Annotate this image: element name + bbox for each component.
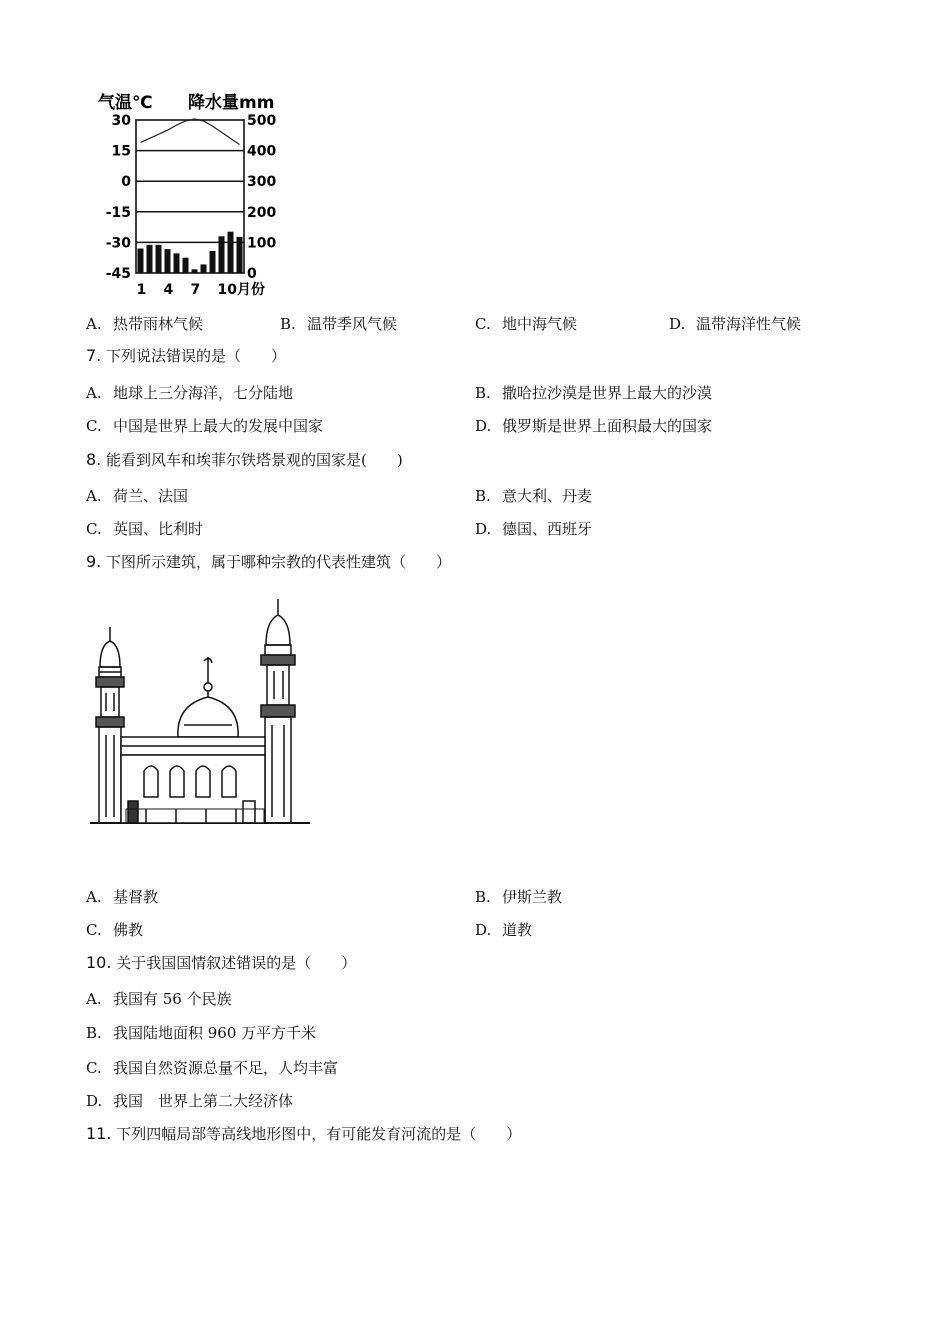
q6-option-c[interactable] <box>475 313 577 334</box>
option-letter: A. <box>86 384 102 402</box>
option-text: 意大利、丹麦 <box>502 487 593 505</box>
precip-bar <box>165 249 171 273</box>
month-axis <box>137 281 265 298</box>
option-letter: B. <box>475 487 491 505</box>
precip-tick-label: 100 <box>247 235 277 252</box>
option-text: 伊斯兰教 <box>502 888 563 906</box>
question-text: 能看到风车和埃菲尔铁塔景观的国家是( ) <box>106 451 403 469</box>
option-text: 温带海洋性气候 <box>696 315 802 333</box>
option-text: 我国有 56 个民族 <box>113 990 232 1008</box>
option-text: 基督教 <box>113 888 159 906</box>
q7-option-a[interactable] <box>86 382 293 403</box>
temp-tick-label: -15 <box>105 204 131 221</box>
temp-tick-label: -30 <box>105 235 131 252</box>
month-tick-label: 1 <box>136 282 147 298</box>
option-letter: B. <box>280 315 296 333</box>
temp-tick-label: 30 <box>111 113 131 129</box>
q7-stem <box>86 345 286 366</box>
q10-option-d[interactable] <box>86 1090 293 1111</box>
mosque-illustration <box>86 597 316 829</box>
q9-option-b[interactable] <box>475 886 562 907</box>
precip-bar <box>237 237 243 273</box>
option-letter: D. <box>475 921 492 939</box>
option-letter: C. <box>86 520 102 538</box>
option-text: 我国自然资源总量不足，人均丰富 <box>113 1059 339 1077</box>
option-letter: D. <box>475 520 492 538</box>
q8-option-a[interactable] <box>86 485 188 506</box>
option-text: 中国是世界上最大的发展中国家 <box>113 417 324 435</box>
question-number: 11. <box>86 1124 112 1143</box>
q10-option-c[interactable] <box>86 1057 338 1078</box>
q8-stem <box>86 449 403 470</box>
option-text: 佛教 <box>113 921 144 939</box>
option-text: 撒哈拉沙漠是世界上最大的沙漠 <box>502 384 713 402</box>
precip-bar <box>228 232 234 273</box>
option-letter: C. <box>86 921 102 939</box>
temperature-line <box>141 119 240 145</box>
month-tick-label: 7 <box>190 282 201 298</box>
question-text: 下列四幅局部等高线地形图中，有可能发育河流的是（ ） <box>116 1125 522 1143</box>
temp-tick-label: -45 <box>105 266 131 282</box>
question-number: 9. <box>86 552 102 571</box>
precip-tick-label: 400 <box>247 143 277 160</box>
option-letter: B. <box>86 1024 102 1042</box>
option-letter: B. <box>475 888 491 906</box>
temperature-axis <box>106 113 132 282</box>
option-letter: A. <box>86 487 102 505</box>
option-letter: B. <box>475 384 491 402</box>
option-text: 德国、西班牙 <box>502 520 593 538</box>
option-text: 道教 <box>502 921 533 939</box>
q7-option-c[interactable] <box>86 415 323 436</box>
question-text: 下列说法错误的是（ ） <box>106 347 287 365</box>
question-text: 下图所示建筑，属于哪种宗教的代表性建筑（ ） <box>106 553 452 571</box>
precip-tick-label: 0 <box>247 266 257 282</box>
q6-option-b[interactable] <box>280 313 397 334</box>
q9-option-c[interactable] <box>86 919 143 940</box>
temp-tick-label: 0 <box>121 174 131 191</box>
question-number: 7. <box>86 346 102 365</box>
question-number: 10. <box>86 953 112 972</box>
precipitation-axis <box>247 113 276 282</box>
option-text: 俄罗斯是世界上面积最大的国家 <box>502 417 713 435</box>
precip-bar <box>147 245 153 273</box>
q11-stem <box>86 1123 521 1144</box>
option-letter: D. <box>475 417 492 435</box>
temp-tick-label: 15 <box>111 143 131 160</box>
precip-bar <box>201 264 207 273</box>
precip-bar <box>138 249 144 273</box>
climate-chart <box>92 86 292 301</box>
precip-bar <box>174 253 180 273</box>
q9-option-d[interactable] <box>475 919 532 940</box>
option-text: 地球上三分海洋，七分陆地 <box>113 384 294 402</box>
q9-option-a[interactable] <box>86 886 158 907</box>
question-number: 8. <box>86 450 102 469</box>
option-letter: C. <box>86 1059 102 1077</box>
precip-tick-label: 200 <box>247 204 277 221</box>
q10-option-a[interactable] <box>86 988 232 1009</box>
chart-title-precip: 降水量mm <box>188 93 275 113</box>
precip-bar <box>183 258 189 273</box>
q10-stem <box>86 952 356 973</box>
question-text: 关于我国国情叙述错误的是（ ） <box>116 954 357 972</box>
q7-option-d[interactable] <box>475 415 712 436</box>
month-tick-label: 4 <box>163 282 174 298</box>
option-text: 地中海气候 <box>502 315 578 333</box>
precip-bar <box>192 269 198 273</box>
q6-option-d[interactable] <box>669 313 801 334</box>
option-letter: A. <box>86 990 102 1008</box>
option-text: 荷兰、法国 <box>113 487 189 505</box>
q6-option-a[interactable] <box>86 313 203 334</box>
option-letter: D. <box>86 1092 103 1110</box>
precip-bar <box>210 251 216 273</box>
option-letter: C. <box>86 417 102 435</box>
q8-option-c[interactable] <box>86 518 203 539</box>
option-text: 温带季风气候 <box>307 315 398 333</box>
precip-tick-label: 500 <box>247 113 277 129</box>
chart-title-temp: 气温℃ <box>98 93 153 113</box>
chart-grid <box>136 151 244 243</box>
q9-stem <box>86 551 451 572</box>
precip-tick-label: 300 <box>247 174 277 191</box>
q7-option-b[interactable] <box>475 382 712 403</box>
option-text: 热带雨林气候 <box>113 315 204 333</box>
q8-option-b[interactable] <box>475 485 592 506</box>
precip-bar <box>156 245 162 273</box>
option-text: 我国陆地面积 960 万平方千米 <box>113 1024 317 1042</box>
q10-option-b[interactable] <box>86 1022 316 1043</box>
option-letter: D. <box>669 315 686 333</box>
option-text: 英国、比利时 <box>113 520 204 538</box>
option-letter: C. <box>475 315 491 333</box>
precip-bar <box>219 236 225 273</box>
option-text: 我国 世界上第二大经济体 <box>113 1092 294 1110</box>
option-letter: A. <box>86 888 102 906</box>
option-letter: A. <box>86 315 102 333</box>
precipitation-bars <box>138 232 243 273</box>
q8-option-d[interactable] <box>475 518 592 539</box>
month-tick-label: 10月份 <box>217 282 265 298</box>
